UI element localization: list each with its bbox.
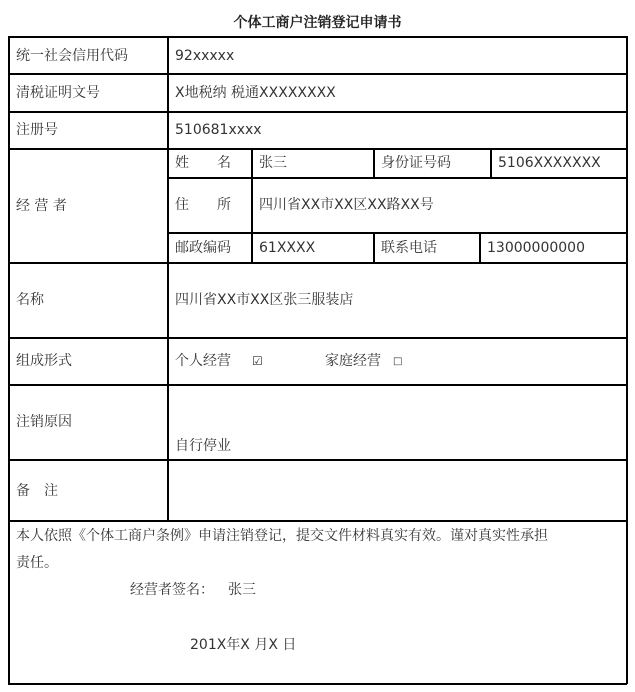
postcode-label: 邮政编码 — [175, 240, 231, 256]
individual-checkbox-checked-icon[interactable]: ☑ — [252, 354, 263, 368]
remarks-label: 备 注 — [16, 483, 58, 499]
operator-subcolumn-divider — [373, 148, 375, 178]
id-number-label: 身份证号码 — [381, 155, 451, 171]
border-right — [626, 36, 628, 684]
label-column-divider — [167, 36, 169, 521]
family-checkbox-icon[interactable]: □ — [393, 356, 403, 367]
application-form-table — [8, 36, 627, 684]
phone-value: 13000000000 — [487, 240, 585, 256]
cancel-reason-label: 注销原因 — [16, 414, 72, 430]
operator-label: 经 营 者 — [16, 198, 67, 214]
id-number-value: 5106XXXXXXX — [498, 155, 601, 171]
row-divider — [8, 262, 627, 264]
tax-clearance-label: 清税证明文号 — [16, 85, 100, 101]
family-option-label: 家庭经营 — [325, 353, 381, 369]
tax-clearance-value: X地税纳 税通XXXXXXXX — [175, 85, 336, 101]
business-name-label: 名称 — [16, 292, 44, 308]
address-label: 住 所 — [175, 197, 231, 213]
operator-subcolumn-divider — [373, 232, 375, 263]
credit-code-value: 92xxxxx — [175, 48, 235, 64]
cancel-reason-value: 自行停业 — [175, 438, 231, 454]
border-bottom — [8, 683, 627, 685]
row-divider — [8, 148, 627, 150]
declaration-text-line2: 责任。 — [16, 555, 58, 571]
operator-name-value: 张三 — [259, 155, 287, 171]
document-title: 个体工商户注销登记申请书 — [233, 15, 402, 31]
credit-code-label: 统一社会信用代码 — [16, 48, 128, 64]
row-divider — [8, 111, 627, 113]
row-divider — [8, 337, 627, 339]
registration-number-value: 510681xxxx — [175, 122, 262, 138]
row-divider — [8, 384, 627, 386]
border-left — [8, 36, 10, 684]
operator-subcolumn-divider — [490, 148, 492, 178]
signature-label: 经营者签名： — [130, 582, 214, 598]
operator-subcolumn-divider — [251, 148, 253, 263]
postcode-value: 61XXXX — [259, 240, 316, 256]
address-value: 四川省XX市XX区XX路XX号 — [259, 197, 434, 213]
row-divider — [8, 73, 627, 75]
row-divider — [8, 459, 627, 461]
row-divider — [8, 520, 627, 522]
individual-option-label: 个人经营 — [175, 353, 231, 369]
row-divider — [167, 177, 627, 179]
composition-label: 组成形式 — [16, 353, 72, 369]
phone-label: 联系电话 — [381, 240, 437, 256]
row-divider — [167, 232, 627, 234]
declaration-date: 201X年X 月X 日 — [190, 637, 297, 653]
operator-subcolumn-divider — [479, 232, 481, 263]
registration-number-label: 注册号 — [16, 122, 58, 138]
border-top — [8, 36, 627, 38]
operator-name-label: 姓 名 — [175, 155, 231, 171]
signature-value: 张三 — [228, 582, 256, 598]
declaration-text-line1: 本人依照《个体工商户条例》申请注销登记，提交文件材料真实有效。谨对真实性承担 — [16, 528, 548, 544]
business-name-value: 四川省XX市XX区张三服装店 — [175, 292, 354, 308]
